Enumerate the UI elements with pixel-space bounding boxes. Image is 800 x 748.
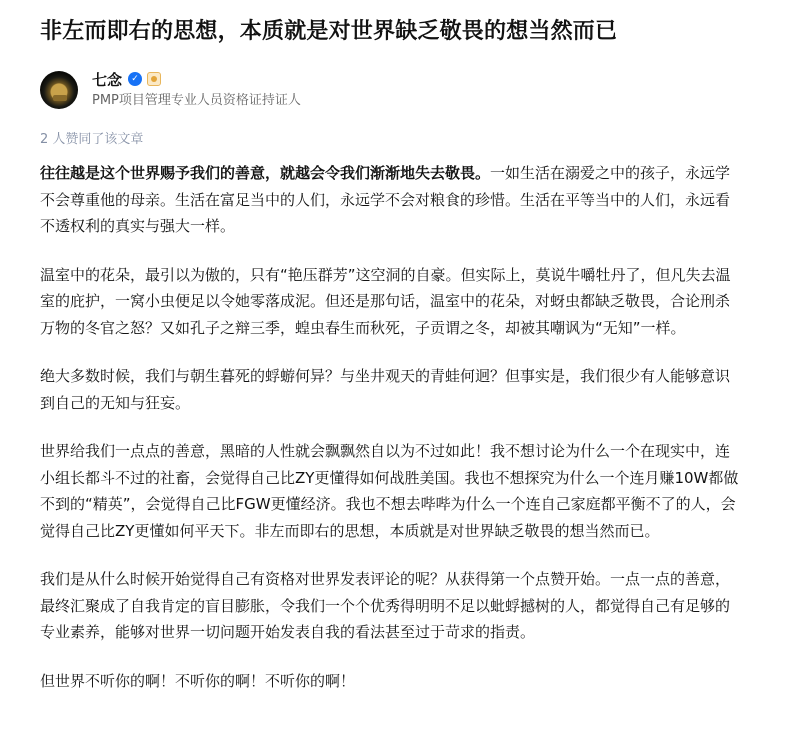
paragraph-text: 世界给我们一点点的善意，黑暗的人性就会飘飘然自以为不过如此！我不想讨论为什么一个在现实中，连小组长都斗不过的社畜，会觉得自己比ZY更懂得如何战胜美国。我也不想探究为什么一个连月赚10W都做不到的“精英”，会觉得自己比FGW更懂经济。我也不想去哔哔为什么一个连自己家庭都平衡不了的人，会觉得自己比ZY更懂如何平天下。非左而即右的思想，本质就是对世界缺乏敬畏的想当然而已。 bbox=[40, 442, 739, 540]
paragraph bbox=[40, 566, 740, 646]
badge-icon bbox=[147, 72, 161, 86]
author-name[interactable]: 七念 bbox=[92, 70, 123, 89]
paragraph-bold-lead: 往往越是这个世界赐予我们的善意，就越会令我们渐渐地失去敬畏。 bbox=[40, 164, 491, 182]
paragraph bbox=[40, 262, 740, 342]
article-title: 非左而即右的思想，本质就是对世界缺乏敬畏的想当然而已 bbox=[40, 19, 618, 44]
paragraph bbox=[40, 668, 740, 695]
likes-count[interactable]: 2 人赞同了该文章 bbox=[40, 132, 144, 147]
paragraph-text: 我们是从什么时候开始觉得自己有资格对世界发表评论的呢？从获得第一个点赞开始。一点一点的善意，最终汇聚成了自我肯定的盲目膨胀，令我们一个个优秀得明明不足以蚍蜉撼树的人，都觉得自己有足够的专业素养，能够对世界一切问题开始发表自我的看法甚至过于苛求的指责。 bbox=[40, 570, 731, 641]
paragraph bbox=[40, 363, 740, 416]
paragraph bbox=[40, 438, 740, 544]
paragraph-text: 温室中的花朵，最引以为傲的，只有“艳压群芳”这空洞的自豪。但实际上，莫说牛嚼牡丹了，但凡失去温室的庇护，一窝小虫便足以令她零落成泥。但还是那句话，温室中的花朵，对蚜虫都缺乏敬畏，合论刑杀万物的冬官之怒？又如孔子之辩三季，蝗虫春生而秋死，子贡谓之冬，却被其嘲讽为“无知”一样。 bbox=[40, 265, 731, 337]
paragraph-text: 一如生活在溺爱之中的孩子，永远学不会尊重他的母亲。生活在富足当中的人们，永远学不会对粮食的珍惜。生活在平等当中的人们，永远看不透权利的真实与强大一样。 bbox=[40, 164, 731, 235]
paragraph-text: 但世界不听你的啊！不听你的啊！不听你的啊！ bbox=[40, 671, 356, 690]
paragraph bbox=[40, 160, 740, 240]
author-card bbox=[40, 70, 800, 110]
author-info bbox=[92, 69, 301, 111]
author-name-row bbox=[92, 69, 301, 89]
paragraph-text: 绝大多数时候，我们与朝生暮死的蜉蝣何异？与坐井观天的青蛙何迥？但事实是，我们很少有人能够意识到自己的无知与狂妄。 bbox=[40, 367, 731, 412]
article-content bbox=[40, 160, 740, 694]
avatar[interactable] bbox=[40, 71, 78, 109]
verified-icon: ✓ bbox=[128, 72, 142, 86]
author-headline: PMP项目管理专业人员资格证持证人 bbox=[92, 93, 301, 108]
